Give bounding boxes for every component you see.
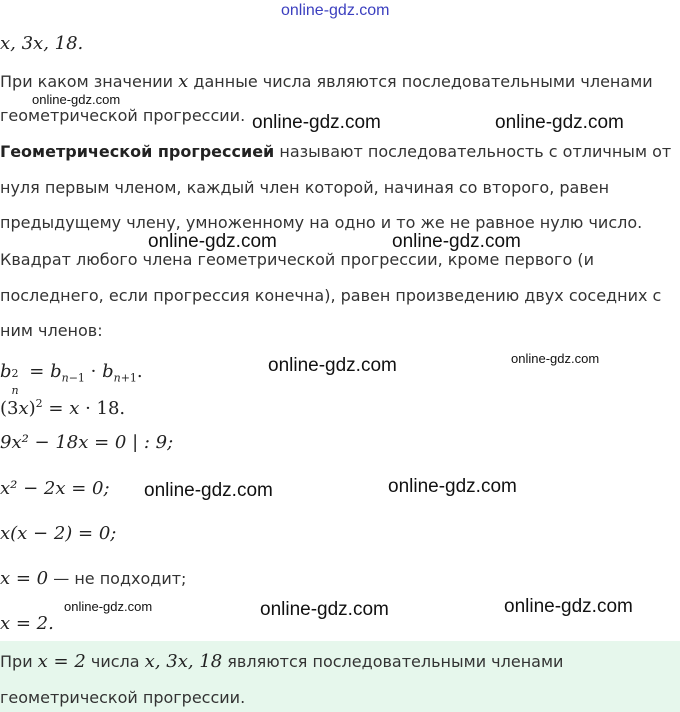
watermark-label: online-gdz.com [148,231,277,252]
watermark-label: online-gdz.com [511,351,600,366]
step-root-2: x = 2. [0,613,54,634]
definition-line-3: предыдущему члену, умноженному на одно и то же не равное нулю число. [0,213,643,232]
step-substitution: $(3x)^2 = x \cdot 18$. [0,397,126,419]
step-formula: b 2 n = $b_{n-1} \cdot b_{n+1}$. [0,361,143,397]
given-numbers: x, 3x, 18. [0,33,84,54]
watermark-label: online-gdz.com [268,355,397,376]
definition-line-2: нуля первым членом, каждый член которой, начиная со второго, равен [0,178,610,197]
step-equation-2: x² − 2x = 0; [0,478,110,499]
question-line-1: При каком значении x данные числа являются последовательными членами [0,71,653,92]
watermark-label: online-gdz.com [388,476,517,497]
property-line-1: Квадрат любого члена геометрической прогрессии, кроме первого (и [0,250,594,269]
answer-line-1: При x = 2 числа x, 3x, 18 являются последовательными членами [0,651,564,672]
definition-line-1: Геометрической прогрессией называют последовательность с отличным от [0,142,672,161]
step-factored: x(x − 2) = 0; [0,523,117,544]
property-line-3: ним членов: [0,321,103,340]
step-equation-1: 9x² − 18x = 0 | : 9; [0,432,174,453]
definition-term: Геометрической прогрессией [0,142,275,161]
question-line-2: геометрической прогрессии. [0,106,246,125]
watermark-top: online-gdz.com [281,2,390,19]
answer-line-2: геометрической прогрессии. [0,688,246,707]
property-line-2: последнего, если прогрессия конечна), равен произведению двух соседних с [0,286,662,305]
watermark-label: online-gdz.com [144,480,273,501]
watermark-label: online-gdz.com [252,112,381,133]
step-root-1: x = 0 — не подходит; [0,568,187,589]
watermark-label: online-gdz.com [392,231,521,252]
watermark-label: online-gdz.com [32,92,121,107]
watermark-label: online-gdz.com [495,112,624,133]
watermark-label: online-gdz.com [64,599,153,614]
watermark-label: online-gdz.com [260,599,389,620]
watermark-label: online-gdz.com [504,596,633,617]
